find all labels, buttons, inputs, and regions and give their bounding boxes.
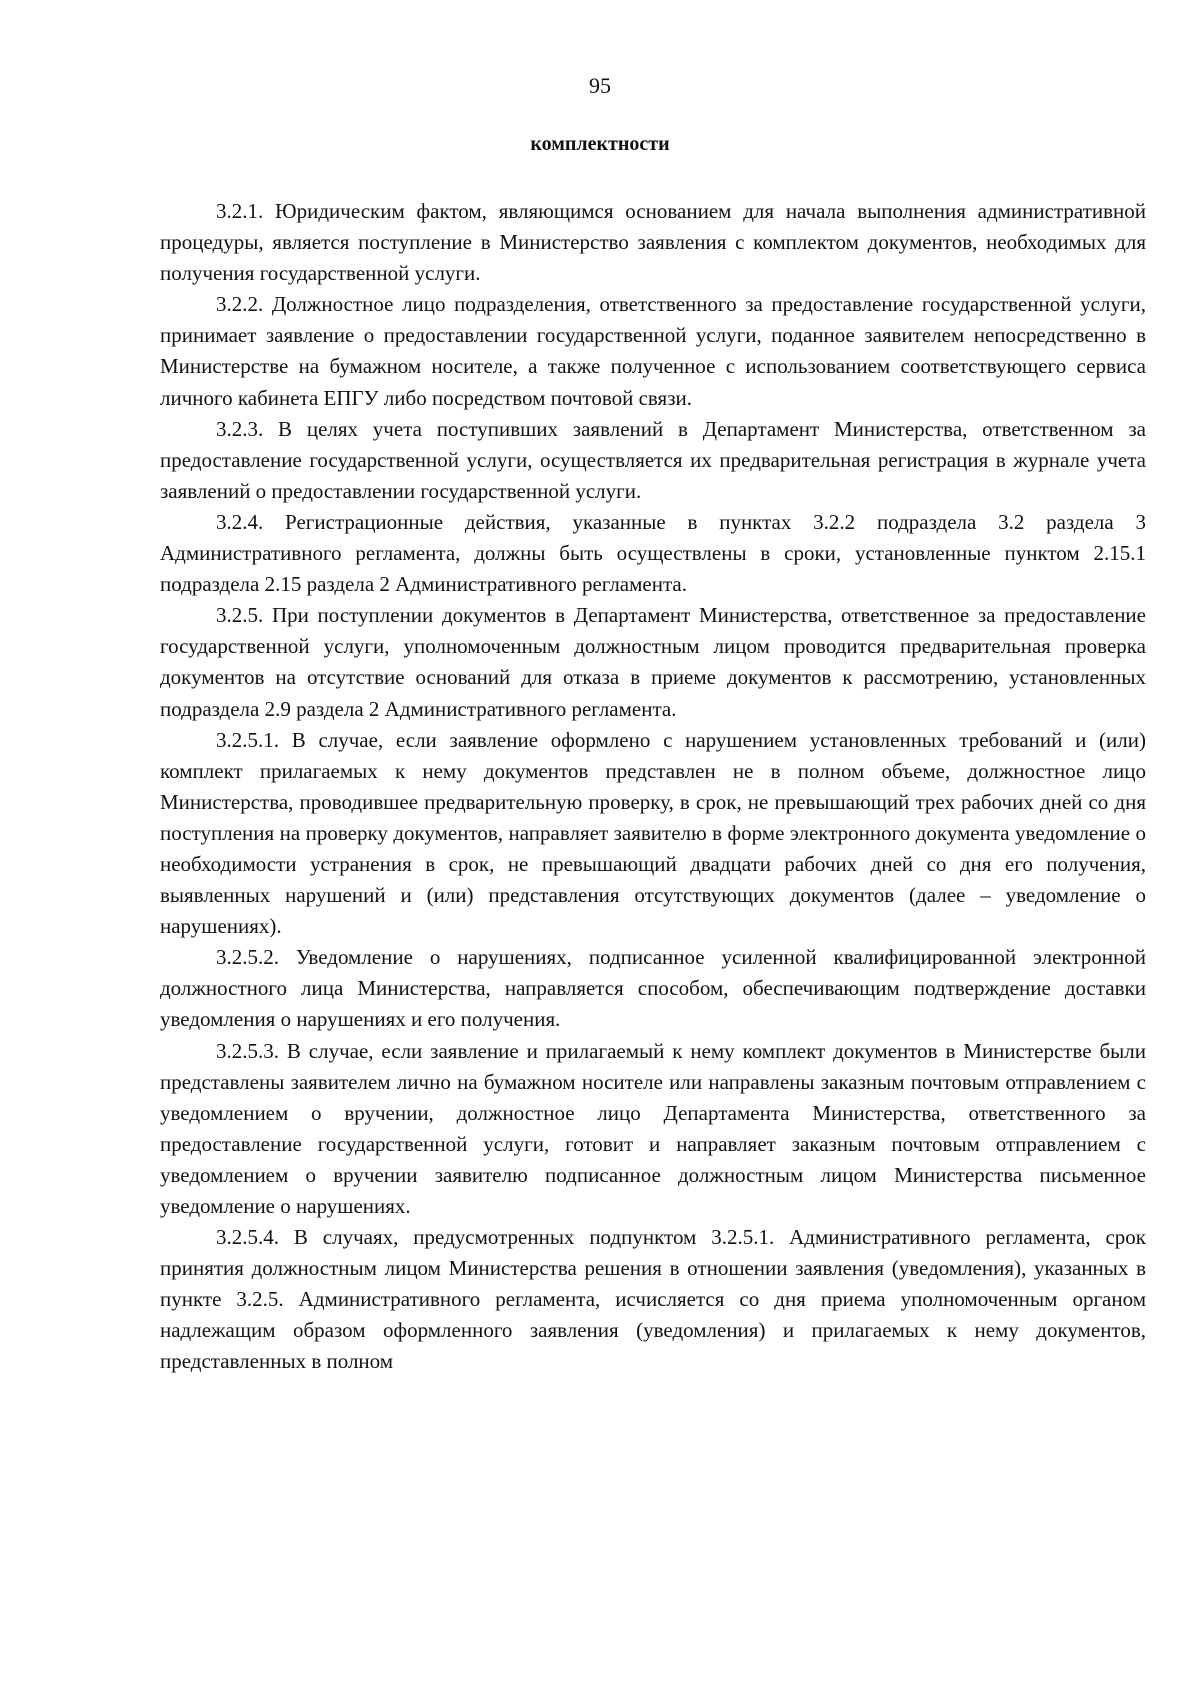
document-body xyxy=(160,196,1146,1378)
paragraph-3-2-2: 3.2.2. Должностное лицо подразделения, ответственного за предоставление государственной услуги, принимает заявление о предоставлении государственной услуги, поданное заявителем непосредственно в Министерстве на бумажном носителе, а также полученное с использованием соответствующего сервиса личного кабинета ЕПГУ либо посредством почтовой связи. xyxy=(160,292,1146,410)
page-number: 95 xyxy=(589,73,611,98)
paragraph-3-2-5-4: 3.2.5.4. В случаях, предусмотренных подпунктом 3.2.5.1. Административного регламента, срок принятия должностным лицом Министерства решения в отношении заявления (уведомления), указанных в пункте 3.2.5. Административного регламента, исчисляется со дня приема уполномоченным органом надлежащим образом оформленного заявления (уведомления) и прилагаемых к нему документов, представленных в полном xyxy=(160,1225,1146,1374)
paragraph-3-2-5-1: 3.2.5.1. В случае, если заявление оформлено с нарушением установленных требований и (или) комплект прилагаемых к нему документов представлен не в полном объеме, должностное лицо Министерства, проводившее предварительную проверку, в срок, не превышающий трех рабочих дней со дня поступления на проверку документов, направляет заявителю в форме электронного документа уведомление о необходимости устранения в срок, не превышающий двадцати рабочих дней со дня его получения, выявленных нарушений и (или) представления отсутствующих документов (далее – уведомление о нарушениях). xyxy=(160,727,1146,939)
section-heading: комплектности xyxy=(530,133,670,155)
paragraph-3-2-5-3: 3.2.5.3. В случае, если заявление и прилагаемый к нему комплект документов в Министерстве были представлены заявителем лично на бумажном носителе или направлены заказным почтовым отправлением с уведомлением о вручении, должностное лицо Департамента Министерства, ответственного за предоставление государственной услуги, готовит и направляет заказным почтовым отправлением с уведомлением о вручении заявителю подписанное должностным лицом Министерства письменное уведомление о нарушениях. xyxy=(160,1038,1146,1218)
paragraph-3-2-1: 3.2.1. Юридическим фактом, являющимся основанием для начала выполнения административной процедуры, является поступление в Министерство заявления с комплектом документов, необходимых для получения государственной услуги. xyxy=(160,199,1146,286)
paragraph-3-2-3: 3.2.3. В целях учета поступивших заявлений в Департамент Министерства, ответственном за предоставление государственной услуги, осуществляется их предварительная регистрация в журнале учета заявлений о предоставлении государственной услуги. xyxy=(160,416,1146,503)
paragraph-3-2-5-2: 3.2.5.2. Уведомление о нарушениях, подписанное усиленной квалифицированной электронной должностного лица Министерства, направляется способом, обеспечивающим подтверждение доставки уведомления о нарушениях и его получения. xyxy=(160,945,1146,1032)
paragraph-3-2-5: 3.2.5. При поступлении документов в Департамент Министерства, ответственное за предоставление государственной услуги, уполномоченным должностным лицом проводится предварительная проверка документов на отсутствие оснований для отказа в приеме документов к рассмотрению, установленных подраздела 2.9 раздела 2 Административного регламента. xyxy=(160,603,1146,721)
paragraph-3-2-4: 3.2.4. Регистрационные действия, указанные в пунктах 3.2.2 подраздела 3.2 раздела 3 Административного регламента, должны быть осуществлены в сроки, установленные пунктом 2.15.1 подраздела 2.15 раздела 2 Административного регламента. xyxy=(160,509,1146,597)
